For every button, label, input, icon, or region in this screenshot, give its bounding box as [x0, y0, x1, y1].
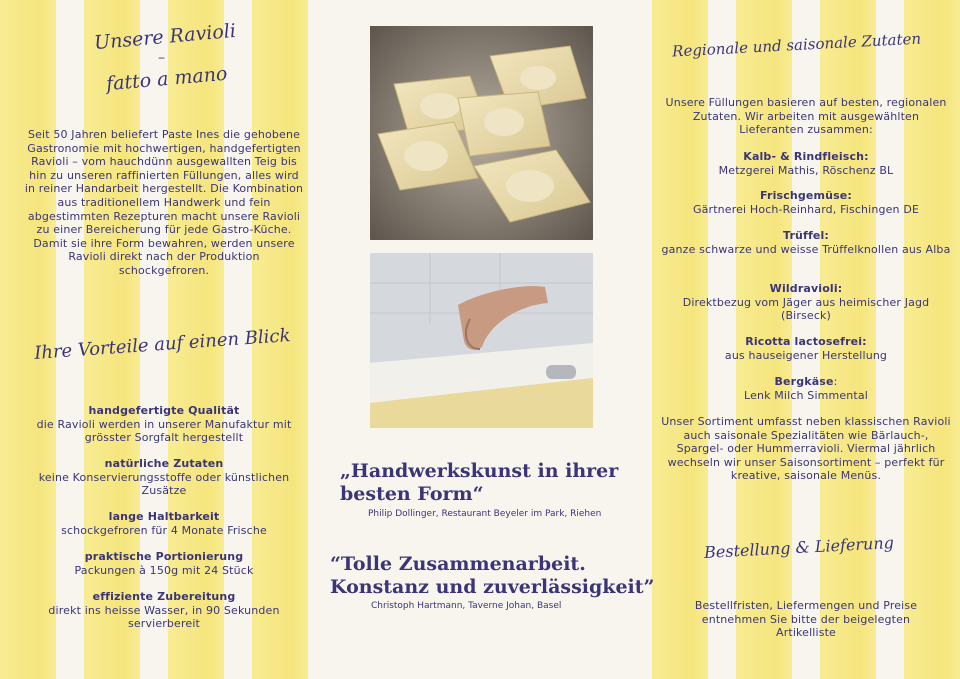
supplier-text: ganze schwarze und weisse Trüffelknollen aus Alba	[661, 242, 951, 256]
quote-1	[340, 460, 618, 506]
ravioli-photo	[370, 26, 593, 240]
benefit-title: praktische Portionierung	[84, 550, 244, 563]
supplier-title: Frischgemüse:	[760, 189, 852, 202]
benefits-title: Ihre Vorteile auf einen Blick	[33, 325, 292, 364]
benefit-title: handgefertigte Qualität	[88, 404, 240, 417]
supplier-text: Lenk Milch Simmental	[744, 388, 868, 402]
right-panel	[652, 0, 960, 679]
order-title: Bestellung & Lieferung	[703, 533, 895, 562]
supplier-text: Gärtnerei Hoch-Reinhard, Fischingen DE	[692, 202, 920, 216]
order-text: Bestellfristen, Liefermengen und Preise entnehmen Sie bitte der beigelegten Artikelliste	[694, 599, 918, 640]
ravioli-title-line2: fatto a mano	[105, 62, 229, 96]
benefit-text: Packungen à 150g mit 24 Stück	[74, 563, 254, 577]
ravioli-title-line1: Unsere Ravioli	[93, 19, 237, 55]
supplier-title: Bergkäse	[774, 375, 834, 388]
supplier-title: Wildravioli:	[769, 282, 843, 295]
ravioli-title-dash: –	[158, 50, 165, 66]
benefit-item	[24, 510, 304, 537]
benefit-text: schockgefroren für 4 Monate Frische	[61, 523, 267, 537]
supplier-title: Kalb- & Rindfleisch:	[743, 150, 869, 163]
benefit-item	[24, 404, 304, 445]
supplier-text: aus hauseigener Herstellung	[724, 348, 888, 362]
quote-1-line1: „Handwerkskunst in ihrer	[340, 460, 619, 482]
supplier-item	[660, 282, 952, 323]
supplier-text: Direktbezug vom Jäger aus heimischer Jagd (Birseck)	[682, 295, 930, 323]
supplier-text: Metzgerei Mathis, Röschenz BL	[718, 163, 894, 177]
intro-paragraph: Seit 50 Jahren beliefert Paste Ines die gehobene Gastronomie mit hochwertigen, handgefertigten Ravioli – vom hauchdünn ausgewallten Teig bis hin zu unseren raffinierten Füllungen, alles wird in reiner Handarbeit hergestellt. Die Kombination aus traditionellem Handwerk und fein abgestimmten Rezepturen macht unsere Ravioli zu einer Bereicherung für jede Gastro-Küche. Damit sie ihre Form bewahren, werden unsere Ravioli direkt nach der Produktion schockgefroren.	[24, 128, 304, 277]
benefit-text: keine Konservierungsstoffe oder künstlichen Zusätze	[38, 470, 290, 498]
benefit-item	[34, 590, 294, 631]
benefit-title: effiziente Zubereitung	[92, 590, 236, 603]
ingredients-title: Regionale und saisonale Zutaten	[671, 29, 922, 61]
benefit-item	[24, 550, 304, 577]
quote-2-line2: Konstanz und zuverlässigkeit”	[330, 576, 655, 598]
benefit-item	[24, 457, 304, 498]
quote-2	[330, 553, 654, 599]
pasta-making-photo	[370, 253, 593, 428]
supplier-title: Ricotta lactosefrei:	[745, 335, 867, 348]
quote-1-line2: besten Form“	[340, 483, 484, 505]
supplier-item	[660, 229, 952, 256]
assortment-paragraph: Unser Sortiment umfasst neben klassischen Ravioli auch saisonale Spezialitäten wie Bärlauch-, Spargel- oder Hummerravioli. Viermal jährlich wechseln wir unser Saisonsortiment – perfekt für kreative, saisonale Menüs.	[661, 415, 951, 483]
benefit-text: direkt ins heisse Wasser, in 90 Sekunden servierbereit	[48, 603, 280, 631]
quote-2-attribution: Christoph Hartmann, Taverne Johan, Basel	[371, 601, 562, 611]
benefit-title: lange Haltbarkeit	[108, 510, 220, 523]
left-panel	[0, 0, 320, 679]
quote-2-line1: “Tolle Zusammenarbeit.	[330, 553, 586, 575]
benefit-title: natürliche Zutaten	[104, 457, 224, 470]
quote-1-attribution: Philip Dollinger, Restaurant Beyeler im Park, Riehen	[368, 509, 602, 519]
supplier-item	[660, 189, 952, 216]
benefit-text: die Ravioli werden in unserer Manufaktur mit grösster Sorgfalt hergestellt	[36, 417, 292, 445]
supplier-item	[660, 375, 952, 402]
supplier-colon: :	[833, 375, 838, 388]
ingredients-intro: Unsere Füllungen basieren auf besten, regionalen Zutaten. Wir arbeiten mit ausgewählten Lieferanten zusammen:	[665, 96, 947, 137]
supplier-item	[660, 150, 952, 177]
supplier-title: Trüffel:	[783, 229, 829, 242]
supplier-item	[660, 335, 952, 362]
